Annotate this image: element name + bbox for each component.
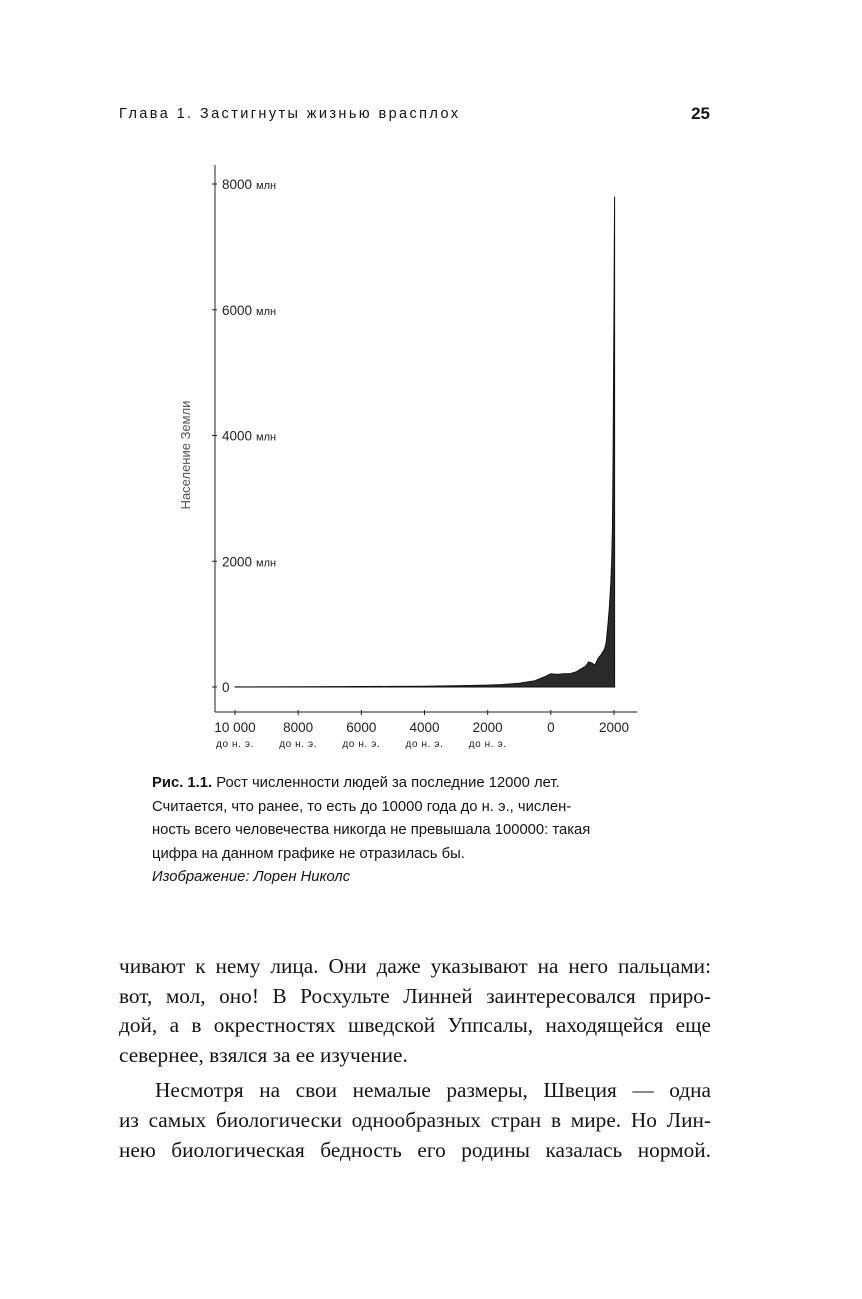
- page-number: 25: [691, 104, 710, 123]
- x-tick-sublabel: до н. э.: [216, 739, 254, 750]
- x-tick-sublabel: до н. э.: [468, 739, 507, 750]
- body-line: из самых биологически однообразных стран в мире. Но Лин-: [119, 1107, 711, 1132]
- body-line: дой, а в окрестностях шведской Уппсалы, находящейся еще: [119, 1013, 711, 1038]
- body-text: [119, 952, 711, 1165]
- caption-line-4: цифра на данном графике не отразилась бы.: [152, 845, 465, 862]
- y-tick-label: 2000 млн: [222, 554, 277, 570]
- y-tick-label: 8000 млн: [222, 177, 277, 192]
- y-tick-label: 0: [222, 680, 230, 695]
- x-tick-label: 2000: [472, 720, 503, 735]
- figure-caption: [152, 772, 712, 890]
- caption-text: Рост численности людей за последние 12000 лет.: [216, 775, 560, 791]
- x-tick-label: 10 000: [214, 720, 256, 735]
- x-tick-sublabel: до н. э.: [342, 739, 381, 750]
- caption-label: Рис. 1.1.: [152, 775, 213, 791]
- x-tick-sublabel: до н. э.: [405, 739, 444, 750]
- x-tick-label: 8000: [283, 720, 314, 735]
- population-area: [235, 197, 615, 687]
- x-tick-sublabel: до н. э.: [279, 739, 318, 750]
- y-axis-label: Население Земли: [178, 400, 193, 510]
- body-line: чивают к нему лица. Они даже указывают на него пальцами:: [119, 954, 711, 978]
- body-line: Несмотря на свои немалые размеры, Швеция — одна: [155, 1078, 711, 1103]
- x-tick-label: 4000: [409, 720, 440, 735]
- body-line: нею биологическая бедность его родины казалась нормой.: [119, 1137, 711, 1162]
- caption-line-1: [152, 772, 712, 796]
- caption-line-2: Считается, что ранее, то есть до 10000 года до н. э., числен-: [152, 798, 572, 815]
- caption-line-3: ность всего человечества никогда не превышала 100000: такая: [152, 822, 591, 838]
- body-line: вот, мол, оно! В Росхульте Линней заинтересовался приро-: [119, 983, 711, 1008]
- x-tick-label: 6000: [346, 720, 377, 735]
- y-tick-label: 6000 млн: [222, 302, 277, 318]
- image-credit: Изображение: Лорен Николс: [152, 869, 351, 885]
- x-tick-label: 2000: [598, 720, 630, 735]
- body-line: севернее, взялся за ее изучение.: [119, 1042, 408, 1067]
- y-tick-label: 4000 млн: [222, 428, 277, 444]
- running-head: Глава 1. Застигнуты жизнью врасплох: [119, 106, 461, 122]
- x-tick-label: 0: [547, 720, 555, 735]
